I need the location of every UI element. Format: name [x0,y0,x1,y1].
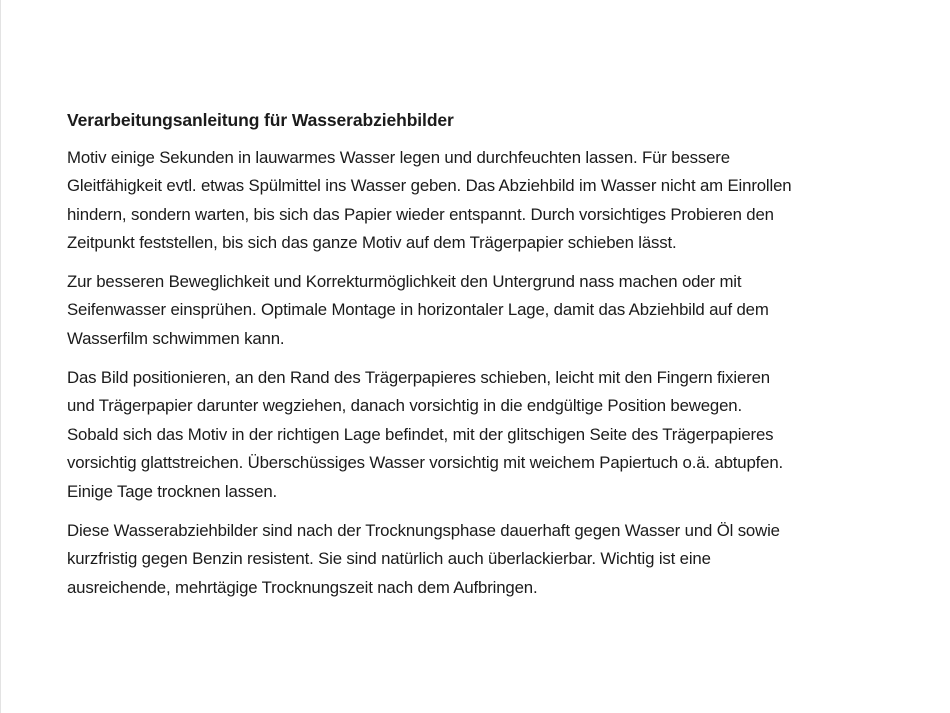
paragraph [67,268,897,354]
text-line: hindern, sondern warten, bis sich das Papier wieder entspannt. Durch vorsichtiges Probieren den [67,204,774,224]
text-line: Diese Wasserabziehbilder sind nach der Trocknungsphase dauerhaft gegen Wasser und Öl sowie [67,520,780,540]
text-line: Wasserfilm schwimmen kann. [67,329,285,349]
text-line: ausreichende, mehrtägige Trocknungszeit nach dem Aufbringen. [67,577,538,597]
paragraph [67,144,897,258]
text-line: Motiv einige Sekunden in lauwarmes Wasser legen und durchfeuchten lassen. Für bessere [67,147,730,167]
text-line: Zeitpunkt feststellen, bis sich das ganze Motiv auf dem Trägerpapier schieben lässt. [67,233,677,253]
text-line: Einige Tage trocknen lassen. [67,482,278,502]
document-title: Verarbeitungsanleitung für Wasserabziehbilder [67,110,454,130]
text-line: Das Bild positionieren, an den Rand des Trägerpapieres schieben, leicht mit den Fingern fixieren [67,367,770,387]
text-line: Gleitfähigkeit evtl. etwas Spülmittel ins Wasser geben. Das Abziehbild im Wasser nicht am Einrollen [67,176,792,196]
paragraph [67,517,897,603]
text-line: Seifenwasser einsprühen. Optimale Montage in horizontaler Lage, damit das Abziehbild auf dem [67,300,769,320]
text-line: und Trägerpapier darunter wegziehen, danach vorsichtig in die endgültige Position bewegen. [67,396,742,416]
document-content [67,106,897,612]
text-line: Zur besseren Beweglichkeit und Korrekturmöglichkeit den Untergrund nass machen oder mit [67,271,742,291]
text-line: kurzfristig gegen Benzin resistent. Sie sind natürlich auch überlackierbar. Wichtig ist eine [67,549,711,569]
paragraph [67,364,897,507]
text-line: vorsichtig glattstreichen. Überschüssiges Wasser vorsichtig mit weichem Papiertuch o.ä. abtupfen. [67,453,784,473]
text-line: Sobald sich das Motiv in der richtigen Lage befindet, mit der glitschigen Seite des Trägerpapieres [67,424,774,444]
